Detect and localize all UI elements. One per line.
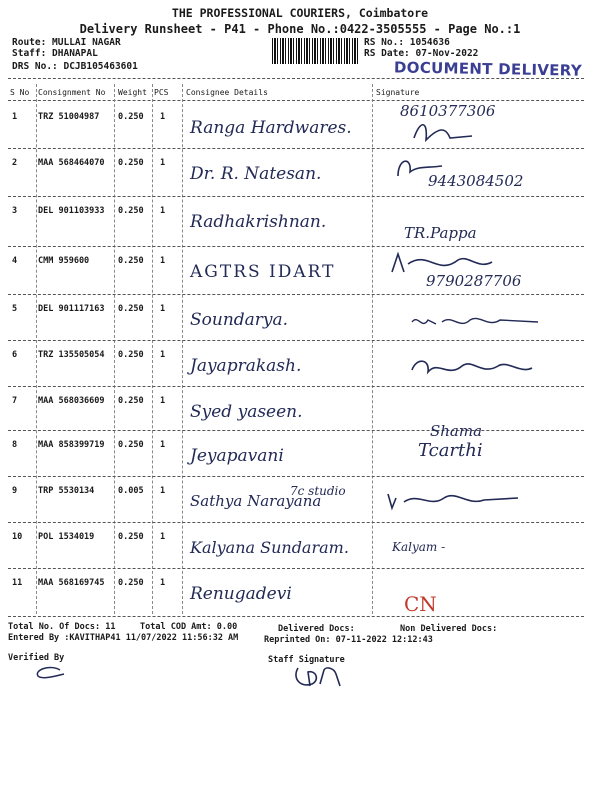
table-row (0, 478, 600, 522)
consignee-name: Renugadevi (190, 584, 292, 604)
signature-text: 9790287706 (426, 272, 522, 290)
row-weight: 0.250 (118, 206, 144, 216)
table-row (0, 150, 600, 194)
row-pcs: 1 (160, 396, 166, 406)
row-pcs: 1 (160, 350, 166, 360)
total-cod: Total COD Amt: 0.00 (140, 622, 238, 632)
row-pcs: 1 (160, 304, 166, 314)
row-consignment: TRZ 135505054 (38, 350, 105, 360)
table-row (0, 388, 600, 432)
staff-signature-label: Staff Signature (268, 655, 345, 665)
consignee-name: Radhakrishnan. (190, 212, 327, 232)
table-row (0, 104, 600, 148)
row-sno: 3 (12, 206, 18, 216)
row-divider (8, 386, 584, 387)
consignee-name: AGTRS IDART (190, 262, 336, 282)
row-divider (8, 616, 584, 617)
row-sno: 9 (12, 486, 18, 496)
row-weight: 0.005 (118, 486, 144, 496)
col-consignee: Consignee Details (186, 88, 268, 97)
row-pcs: 1 (160, 158, 166, 168)
row-weight: 0.250 (118, 440, 144, 450)
row-consignment: CMM 959600 (38, 256, 90, 266)
row-weight: 0.250 (118, 112, 144, 122)
col-pcs: PCS (154, 88, 169, 97)
signature-scribble (384, 488, 524, 512)
row-pcs: 1 (160, 440, 166, 450)
row-pcs: 1 (160, 532, 166, 542)
table-row (0, 248, 600, 292)
row-consignment: MAA 568169745 (38, 578, 105, 588)
row-consignment: TRZ 51004987 (38, 112, 100, 122)
drs-number: DRS No.: DCJB105463601 (12, 61, 138, 72)
row-divider (8, 148, 584, 149)
row-divider (8, 568, 584, 569)
row-pcs: 1 (160, 206, 166, 216)
row-divider (8, 476, 584, 477)
rs-date: RS Date: 07-Nov-2022 (364, 48, 479, 59)
row-weight: 0.250 (118, 158, 144, 168)
consignee-name: Soundarya. (190, 310, 289, 330)
route-label: Route: MULLAI NAGAR (12, 37, 121, 48)
delivered-docs: Delivered Docs: (278, 624, 355, 634)
table-row (0, 296, 600, 340)
table-row (0, 570, 600, 614)
consignee-name: Sathya Narayana (190, 492, 322, 510)
col-sno: S No (10, 88, 30, 97)
row-sno: 2 (12, 158, 18, 168)
signature-text: 8610377306 (400, 102, 496, 120)
row-pcs: 1 (160, 578, 166, 588)
consignee-name: Jayaprakash. (190, 356, 302, 376)
staff-label: Staff: DHANAPAL (12, 48, 98, 59)
row-consignment: MAA 568036609 (38, 396, 105, 406)
row-sno: 1 (12, 112, 18, 122)
row-consignment: TRP 5530134 (38, 486, 95, 496)
signature-text: TR.Pappa (404, 224, 477, 242)
row-consignment: MAA 858399719 (38, 440, 105, 450)
non-delivered-docs: Non Delivered Docs: (400, 624, 498, 634)
signature-text: Shama (430, 422, 483, 440)
row-divider (8, 246, 584, 247)
col-weight: Weight (118, 88, 147, 97)
row-weight: 0.250 (118, 532, 144, 542)
signature-text: Tcarthi (418, 440, 483, 461)
consignee-note: 7c studio (290, 484, 346, 498)
row-pcs: 1 (160, 486, 166, 496)
table-row (0, 524, 600, 568)
signature-text: CN (404, 592, 437, 616)
row-weight: 0.250 (118, 350, 144, 360)
row-sno: 4 (12, 256, 18, 266)
consignee-name: Syed yaseen. (190, 402, 303, 422)
row-pcs: 1 (160, 112, 166, 122)
row-consignment: DEL 901117163 (38, 304, 105, 314)
table-row (0, 422, 600, 476)
consignee-name: Jeyapavani (190, 446, 284, 466)
row-divider (8, 294, 584, 295)
col-signature: Signature (376, 88, 420, 97)
table-row (0, 342, 600, 386)
row-sno: 11 (12, 578, 23, 588)
consignee-name: Kalyana Sundaram. (190, 538, 349, 557)
row-weight: 0.250 (118, 304, 144, 314)
row-weight: 0.250 (118, 396, 144, 406)
row-consignment: DEL 901103933 (38, 206, 105, 216)
row-weight: 0.250 (118, 256, 144, 266)
row-divider (8, 196, 584, 197)
consignee-name: Ranga Hardwares. (190, 118, 352, 138)
barcode (272, 38, 360, 64)
row-consignment: POL 1534019 (38, 532, 95, 542)
total-docs: Total No. Of Docs: 11 (8, 622, 116, 632)
row-sno: 8 (12, 440, 18, 450)
table-row (0, 198, 600, 242)
row-divider (8, 430, 584, 431)
row-sno: 7 (12, 396, 18, 406)
verified-signature (30, 664, 70, 680)
row-consignment: MAA 568464070 (38, 158, 105, 168)
company-title: THE PROFESSIONAL COURIERS, Coimbatore (171, 6, 429, 20)
row-sno: 10 (12, 532, 23, 542)
row-divider (8, 340, 584, 341)
divider (8, 78, 584, 79)
runsheet-subtitle: Delivery Runsheet - P41 - Phone No.:0422-3505555 - Page No.:1 (79, 22, 521, 36)
staff-signature (290, 664, 354, 690)
signature-scribble (408, 312, 548, 332)
signature-text: 9443084502 (428, 172, 524, 190)
divider (8, 100, 584, 101)
verified-by-label: Verified By (8, 653, 65, 663)
row-sno: 5 (12, 304, 18, 314)
row-weight: 0.250 (118, 578, 144, 588)
document-delivery-stamp: DOCUMENT DELIVERY (393, 58, 583, 80)
row-pcs: 1 (160, 256, 166, 266)
signature-scribble (408, 356, 538, 380)
consignee-name: Dr. R. Natesan. (190, 164, 322, 184)
row-divider (8, 522, 584, 523)
rs-number: RS No.: 1054636 (364, 37, 450, 48)
signature-text: Kalyam - (392, 540, 446, 554)
entered-by: Entered By :KAVITHAP41 11/07/2022 11:56:32 AM (8, 633, 239, 643)
row-sno: 6 (12, 350, 18, 360)
col-consignment: Consignment No (38, 88, 106, 97)
reprinted-on: Reprinted On: 07-11-2022 12:12:43 (264, 635, 433, 645)
signature-scribble (410, 118, 480, 146)
